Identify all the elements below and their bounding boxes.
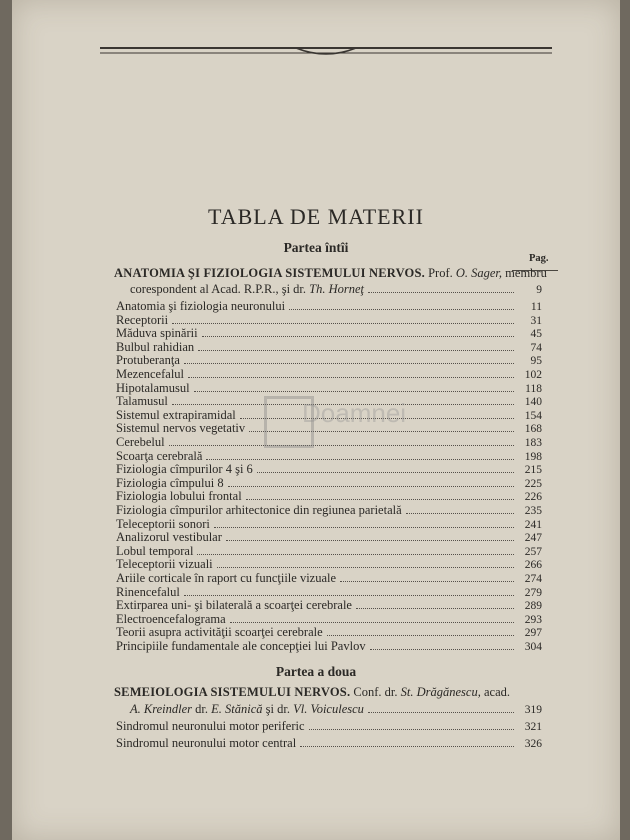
- toc-entry-title: Talamusul: [116, 394, 168, 409]
- toc-entry-title: Bulbul rahidian: [116, 339, 195, 354]
- toc-entry-page: 45: [530, 328, 542, 341]
- dot-leader: [198, 350, 514, 351]
- toc-entry-title: Rinencefalul: [116, 584, 180, 599]
- toc-entry-title: Fiziologia cîmpului 8: [116, 475, 224, 490]
- toc-entry: [116, 736, 542, 752]
- toc-entry-title: Electroencefalograma: [116, 611, 226, 626]
- dot-leader: [356, 608, 514, 609]
- dot-leader: [226, 540, 514, 541]
- watermark-text: Doamnei: [302, 398, 407, 428]
- toc-entry-page: 225: [524, 477, 542, 490]
- toc-entry-page: 297: [524, 627, 542, 640]
- dot-leader: [172, 323, 514, 324]
- toc-entry-page: 31: [530, 314, 542, 327]
- dot-leader: [370, 649, 514, 650]
- toc-entry-title: Receptorii: [116, 312, 169, 327]
- toc-entry-title: Sindromul neuronului motor periferic: [116, 719, 305, 733]
- dot-leader: [202, 336, 514, 337]
- toc-entry-page: 321: [524, 721, 542, 733]
- toc-entry-page: 183: [524, 437, 542, 449]
- toc-entry-title: Sistemul nervos vegetativ: [116, 421, 246, 436]
- dot-leader: [257, 472, 514, 473]
- toc-entry-title: Anatomia şi fiziologia neuronului: [116, 299, 286, 313]
- toc-entry-page: 74: [530, 341, 542, 354]
- dot-leader: [197, 554, 514, 555]
- toc-entry: [116, 719, 542, 735]
- toc-entry-page: 140: [524, 396, 542, 409]
- toc-entry-page: 235: [524, 505, 542, 517]
- dot-leader: [300, 746, 514, 747]
- toc-entry-page: 257: [524, 545, 542, 558]
- part1-section-line2: corespondent al Acad. R.P.R., şi dr. Th. Horneţ 9: [130, 282, 542, 296]
- dot-leader: [289, 309, 514, 310]
- book-page: [12, 0, 620, 840]
- section-title: ANATOMIA ŞI FIZIOLOGIA SISTEMULUI NERVOS.: [114, 266, 425, 280]
- toc-entry-title: Mezencefalul: [116, 367, 185, 381]
- toc-entry-title: Scoarţa cerebrală: [116, 448, 203, 463]
- dot-leader: [327, 635, 514, 636]
- dot-leader: [228, 486, 514, 487]
- part1-heading: Partea întîi: [283, 240, 349, 255]
- dot-leader: [184, 363, 514, 364]
- part1-section-header: ANATOMIA ŞI FIZIOLOGIA SISTEMULUI NERVOS. Prof. O. Sager, membru: [114, 266, 547, 280]
- toc-entry-title: Măduva spinării: [116, 326, 198, 341]
- toc-entry-title: Fiziologia cîmpurilor arhitectonice din regiunea parietală: [116, 503, 402, 517]
- toc-entry-page: 168: [524, 423, 542, 436]
- toc-entry-title: Sindromul neuronului motor central: [116, 736, 297, 750]
- toc-entry-page: 304: [524, 641, 542, 653]
- toc-entry-page: 11: [530, 301, 542, 313]
- toc-entry-title: Teorii asupra activităţii scoarţei cerebrale: [116, 625, 323, 640]
- dot-leader: [194, 391, 514, 392]
- toc-entry-title: Cerebelul: [116, 435, 165, 449]
- toc-entry-title: Protuberanţa: [116, 353, 180, 368]
- dot-leader: [214, 527, 514, 528]
- toc-entry-title: Lobul temporal: [116, 543, 194, 558]
- page-title: TABLA DE MATERII: [208, 204, 424, 229]
- dot-leader: [217, 567, 514, 568]
- toc-entry-page: 241: [524, 518, 542, 531]
- toc-entry-title: Ariile corticale în raport cu funcţiile vizuale: [116, 571, 337, 585]
- toc-entry-title: Extirparea uni- şi bilaterală a scoarţei cerebrale: [116, 598, 352, 613]
- decorative-rule: [100, 44, 552, 58]
- toc-entry-page: 154: [524, 409, 542, 422]
- dot-leader: [206, 459, 514, 460]
- toc-entry-title: Teleceptorii vizuali: [116, 557, 213, 572]
- part2-heading: Partea a doua: [275, 664, 357, 679]
- dot-leader: [169, 445, 514, 446]
- toc-entry-page: 215: [524, 464, 542, 477]
- pag-label: Pag.: [529, 253, 549, 264]
- part2-section-line2: A. Kreindler dr. E. Stănică şi dr. Vl. Voiculescu 319: [130, 702, 542, 716]
- dot-leader: [188, 377, 514, 378]
- part2-section-header: SEMEIOLOGIA SISTEMULUI NERVOS. Conf. dr. St. Drăgănescu, acad.: [114, 685, 510, 699]
- toc-entry-page: 198: [524, 450, 542, 463]
- dot-leader: [340, 581, 514, 582]
- toc-entry-title: Principiile fundamentale ale concepţiei lui Pavlov: [116, 639, 366, 653]
- toc-entry-title: Hipotalamusul: [116, 380, 190, 395]
- toc-entry-page: 289: [524, 600, 542, 613]
- section-title: SEMEIOLOGIA SISTEMULUI NERVOS.: [114, 685, 351, 699]
- toc-entry-page: 102: [524, 369, 542, 381]
- toc-entry: [116, 639, 542, 655]
- toc-entry-page: 293: [524, 613, 542, 626]
- toc-entry-page: 118: [525, 382, 542, 395]
- toc-entry-title: Analizorul vestibular: [116, 530, 222, 545]
- toc-entry-page: 266: [524, 559, 542, 572]
- toc-entry-page: 274: [524, 573, 542, 585]
- toc-entry-title: Sistemul extrapiramidal: [116, 407, 236, 422]
- dot-leader: [309, 729, 514, 730]
- toc-entry-page: 279: [524, 586, 542, 599]
- toc-entry-title: Fiziologia cîmpurilor 4 şi 6: [116, 462, 253, 477]
- dot-leader: [246, 499, 514, 500]
- dot-leader: [230, 622, 514, 623]
- toc-entry-title: Teleceptorii sonori: [116, 516, 210, 531]
- dot-leader: [184, 595, 514, 596]
- dot-leader: [406, 513, 514, 514]
- toc-entry-page: 326: [524, 738, 542, 750]
- toc-entry-page: 247: [524, 532, 542, 545]
- toc-entry-page: 226: [524, 491, 542, 504]
- toc-entry-page: 95: [530, 355, 542, 368]
- toc-entry-title: Fiziologia lobului frontal: [116, 489, 242, 504]
